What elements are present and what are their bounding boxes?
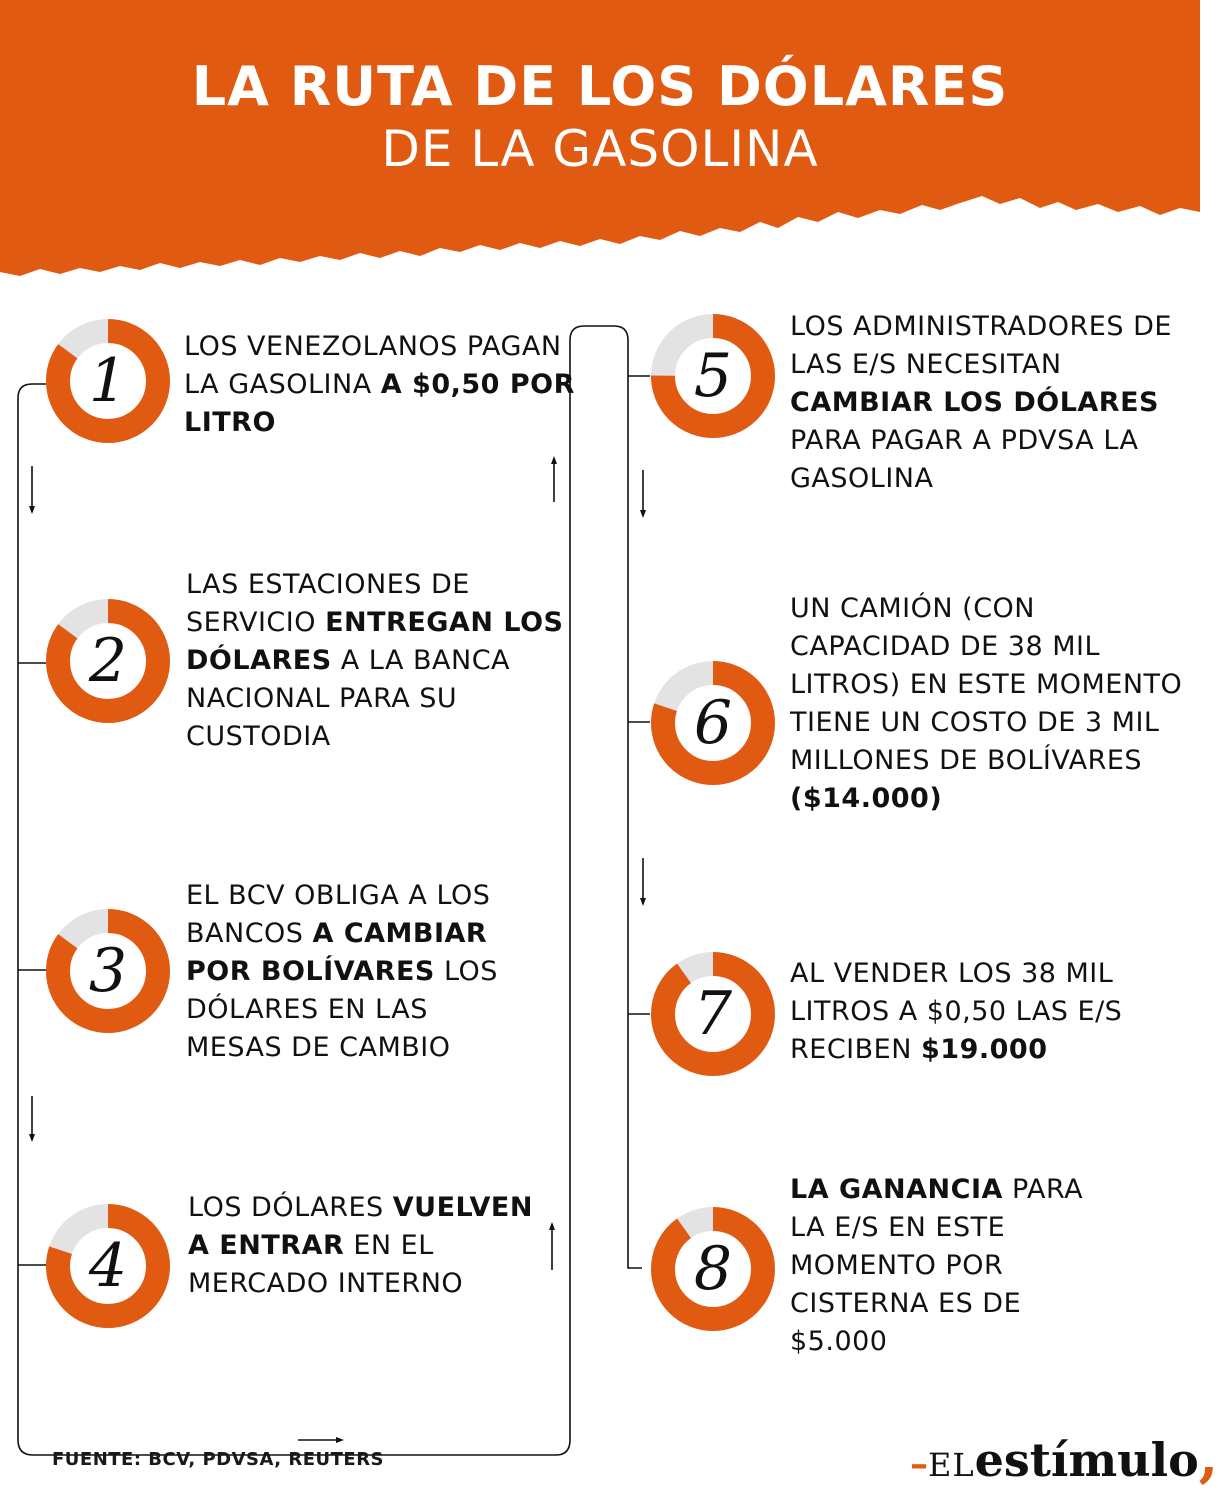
step-number-1: 1 (88, 346, 128, 416)
source-note: FUENTE: BCV, PDVSA, REUTERS (52, 1449, 385, 1470)
logo-prefix: EL (928, 1446, 975, 1484)
step-text-4: LOS DÓLARES VUELVEN A ENTRAR EN EL MERCADO INTERNO (188, 1192, 533, 1299)
logo-word: estímulo (974, 1433, 1199, 1487)
step-number-7: 7 (693, 979, 733, 1049)
el-estimulo-logo (910, 1424, 1218, 1490)
step-text-7: AL VENDER LOS 38 MIL LITROS A $0,50 LAS E/S RECIBEN $19.000 (790, 958, 1123, 1065)
step-number-4: 4 (88, 1231, 128, 1301)
step-text-1: LOS VENEZOLANOS PAGAN LA GASOLINA A $0,50 POR LITRO (184, 331, 575, 438)
step-number-8: 8 (693, 1234, 733, 1304)
step-text-3: EL BCV OBLIGA A LOS BANCOS A CAMBIAR POR BOLÍVARES LOS DÓLARES EN LAS MESAS DE CAMBIO (186, 880, 498, 1063)
step-text-8: LA GANANCIA PARA LA E/S EN ESTE MOMENTO POR CISTERNA ES DE $5.000 (790, 1174, 1084, 1357)
logo-dash: – (910, 1443, 928, 1485)
step-number-3: 3 (88, 936, 128, 1006)
title-line-2: DE LA GASOLINA (381, 120, 819, 178)
title-line-1: LA RUTA DE LOS DÓLARES (191, 55, 1009, 118)
step-number-5: 5 (693, 341, 733, 411)
step-text-5: LOS ADMINISTRADORES DE LAS E/S NECESITAN CAMBIAR LOS DÓLARES PARA PAGAR A PDVSA LA GASOLINA (790, 311, 1172, 494)
step-number-6: 6 (693, 688, 733, 758)
step-text-2: LAS ESTACIONES DE SERVICIO ENTREGAN LOS DÓLARES A LA BANCA NACIONAL PARA SU CUSTODIA (186, 569, 564, 752)
logo-comma: , (1198, 1424, 1218, 1490)
step-text-6: UN CAMIÓN (CON CAPACIDAD DE 38 MIL LITROS) EN ESTE MOMENTO TIENE UN COSTO DE 3 MIL MILLONES DE BOLÍVARES ($14.000) (790, 593, 1183, 814)
step-number-2: 2 (88, 626, 128, 696)
